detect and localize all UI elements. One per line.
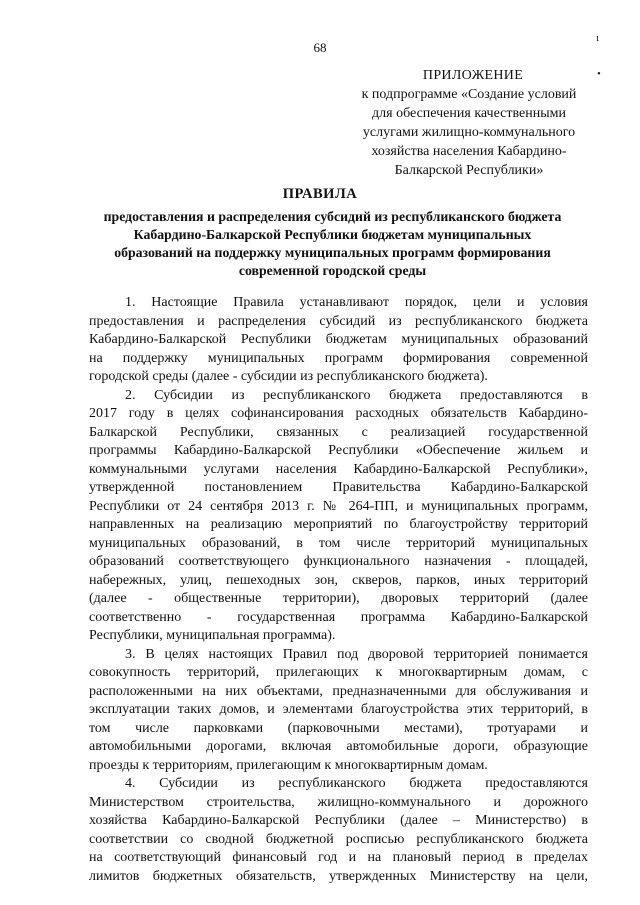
- paragraph-line: 2017 году в целях софинансирования расходных обязательств Кабардино-: [89, 406, 588, 421]
- paragraph-line: (далее - общественные территории), дворовых территорий (далее: [89, 591, 588, 606]
- paragraph-line: Республики, муниципальная программа).: [89, 628, 336, 643]
- paragraph-line: программы Кабардино-Балкарской Республики «Обеспечение жильем и: [89, 443, 588, 458]
- appendix-block: [340, 66, 598, 180]
- paragraph-line: соответствии со сводной бюджетной росписью республиканского бюджета: [89, 831, 588, 847]
- appendix-title: ПРИЛОЖЕНИЕ: [422, 68, 524, 83]
- paragraph-line: соответственно - государственная программа Кабардино-Балкарской: [89, 609, 588, 625]
- paragraph-3: [89, 646, 588, 776]
- paragraph-line: 3. В целях настоящих Правил под дворовой территорией понимается: [125, 646, 588, 662]
- appendix-line: для обеспечения качественными: [372, 106, 566, 121]
- paragraph-line: расположенными на них объектами, предназначенными для обслуживания и: [89, 683, 588, 699]
- paragraph-line: на соответствующий финансовый год и на плановый период в пределах: [89, 850, 588, 865]
- paragraph-line: утвержденной постановлением Правительства Кабардино-Балкарской: [89, 480, 588, 495]
- paragraph-line: набережных, улиц, пешеходных зон, скверов, парков, иных территорий: [89, 572, 588, 588]
- paragraph-line: коммунальными услугами населения Кабардино-Балкарской Республики»,: [89, 461, 588, 477]
- subtitle-line: современной городской среды: [238, 263, 427, 278]
- document-subtitle: [80, 208, 585, 280]
- paragraph-line: на поддержку муниципальных программ формирования современной: [89, 350, 588, 366]
- paragraph-line: образований соответствующего функционального назначения - площадей,: [89, 554, 588, 569]
- document-body: [89, 294, 588, 886]
- paragraph-line: эксплуатации таких домов, и элементами благоустройства этих территорий, в: [89, 702, 588, 717]
- subtitle-line: предоставления и распределения субсидий из республиканского бюджета: [103, 209, 562, 224]
- paragraph-line: проезды к территориям, прилегающим к многоквартирным домам.: [89, 757, 488, 773]
- document-title: ПРАВИЛА: [282, 186, 358, 202]
- subtitle-line: Кабардино-Балкарской Республики бюджетам муниципальных: [133, 227, 532, 242]
- paragraph-line: Республики от 24 сентября 2013 г. № 264-ПП, и муниципальных программ,: [89, 498, 588, 514]
- appendix-line: к подпрограмме «Создание условий: [361, 87, 577, 102]
- paragraph-line: 4. Субсидии из республиканского бюджета предоставляются: [125, 776, 588, 791]
- paragraph-line: 2. Субсидии из республиканского бюджета предоставляются в: [125, 387, 588, 403]
- paragraph-line: совокупность территорий, прилегающих к многоквартирным домам, с: [89, 665, 588, 680]
- paragraph-line: хозяйства Кабардино-Балкарской Республики (далее – Министерство) в: [89, 813, 588, 828]
- paragraph-line: городской среды (далее - субсидии из республиканского бюджета).: [89, 369, 488, 384]
- margin-mark-bullet: •: [597, 68, 601, 80]
- paragraph-2: [89, 387, 588, 646]
- paragraph-line: лимитов бюджетных обязательств, утвержденных Министерству на цели,: [89, 868, 588, 884]
- subtitle-line: образований на поддержку муниципальных программ формирования: [114, 245, 551, 260]
- paragraph-line: Кабардино-Балкарской Республики бюджетам муниципальных образований: [89, 332, 588, 347]
- paragraph-line: 1. Настоящие Правила устанавливают порядок, цели и условия: [125, 295, 588, 310]
- appendix-line: Балкарской Республики»: [394, 163, 544, 178]
- appendix-line: услугами жилищно-коммунального: [362, 125, 576, 140]
- margin-mark-top: ı: [596, 32, 600, 44]
- paragraph-1: [89, 294, 588, 387]
- paragraph-line: Балкарской Республики, связанных с реализацией государственной: [89, 424, 588, 440]
- paragraph-line: направленных на реализацию мероприятий по благоустройству территорий: [89, 517, 588, 532]
- paragraph-line: муниципальных образований, в том числе территорий муниципальных: [89, 535, 588, 551]
- page-number: 68: [313, 40, 327, 55]
- paragraph-4: [89, 775, 588, 886]
- paragraph-line: том числе парковками (парковочными местами), тротуарами и: [89, 720, 588, 736]
- paragraph-line: Министерством строительства, жилищно-коммунального и дорожного: [89, 794, 588, 810]
- paragraph-line: предоставления и распределения субсидий из республиканского бюджета: [89, 313, 588, 329]
- appendix-line: хозяйства населения Кабардино-: [371, 144, 567, 159]
- paragraph-line: автомобильными дорогами, включая автомобильные дороги, образующие: [89, 739, 588, 754]
